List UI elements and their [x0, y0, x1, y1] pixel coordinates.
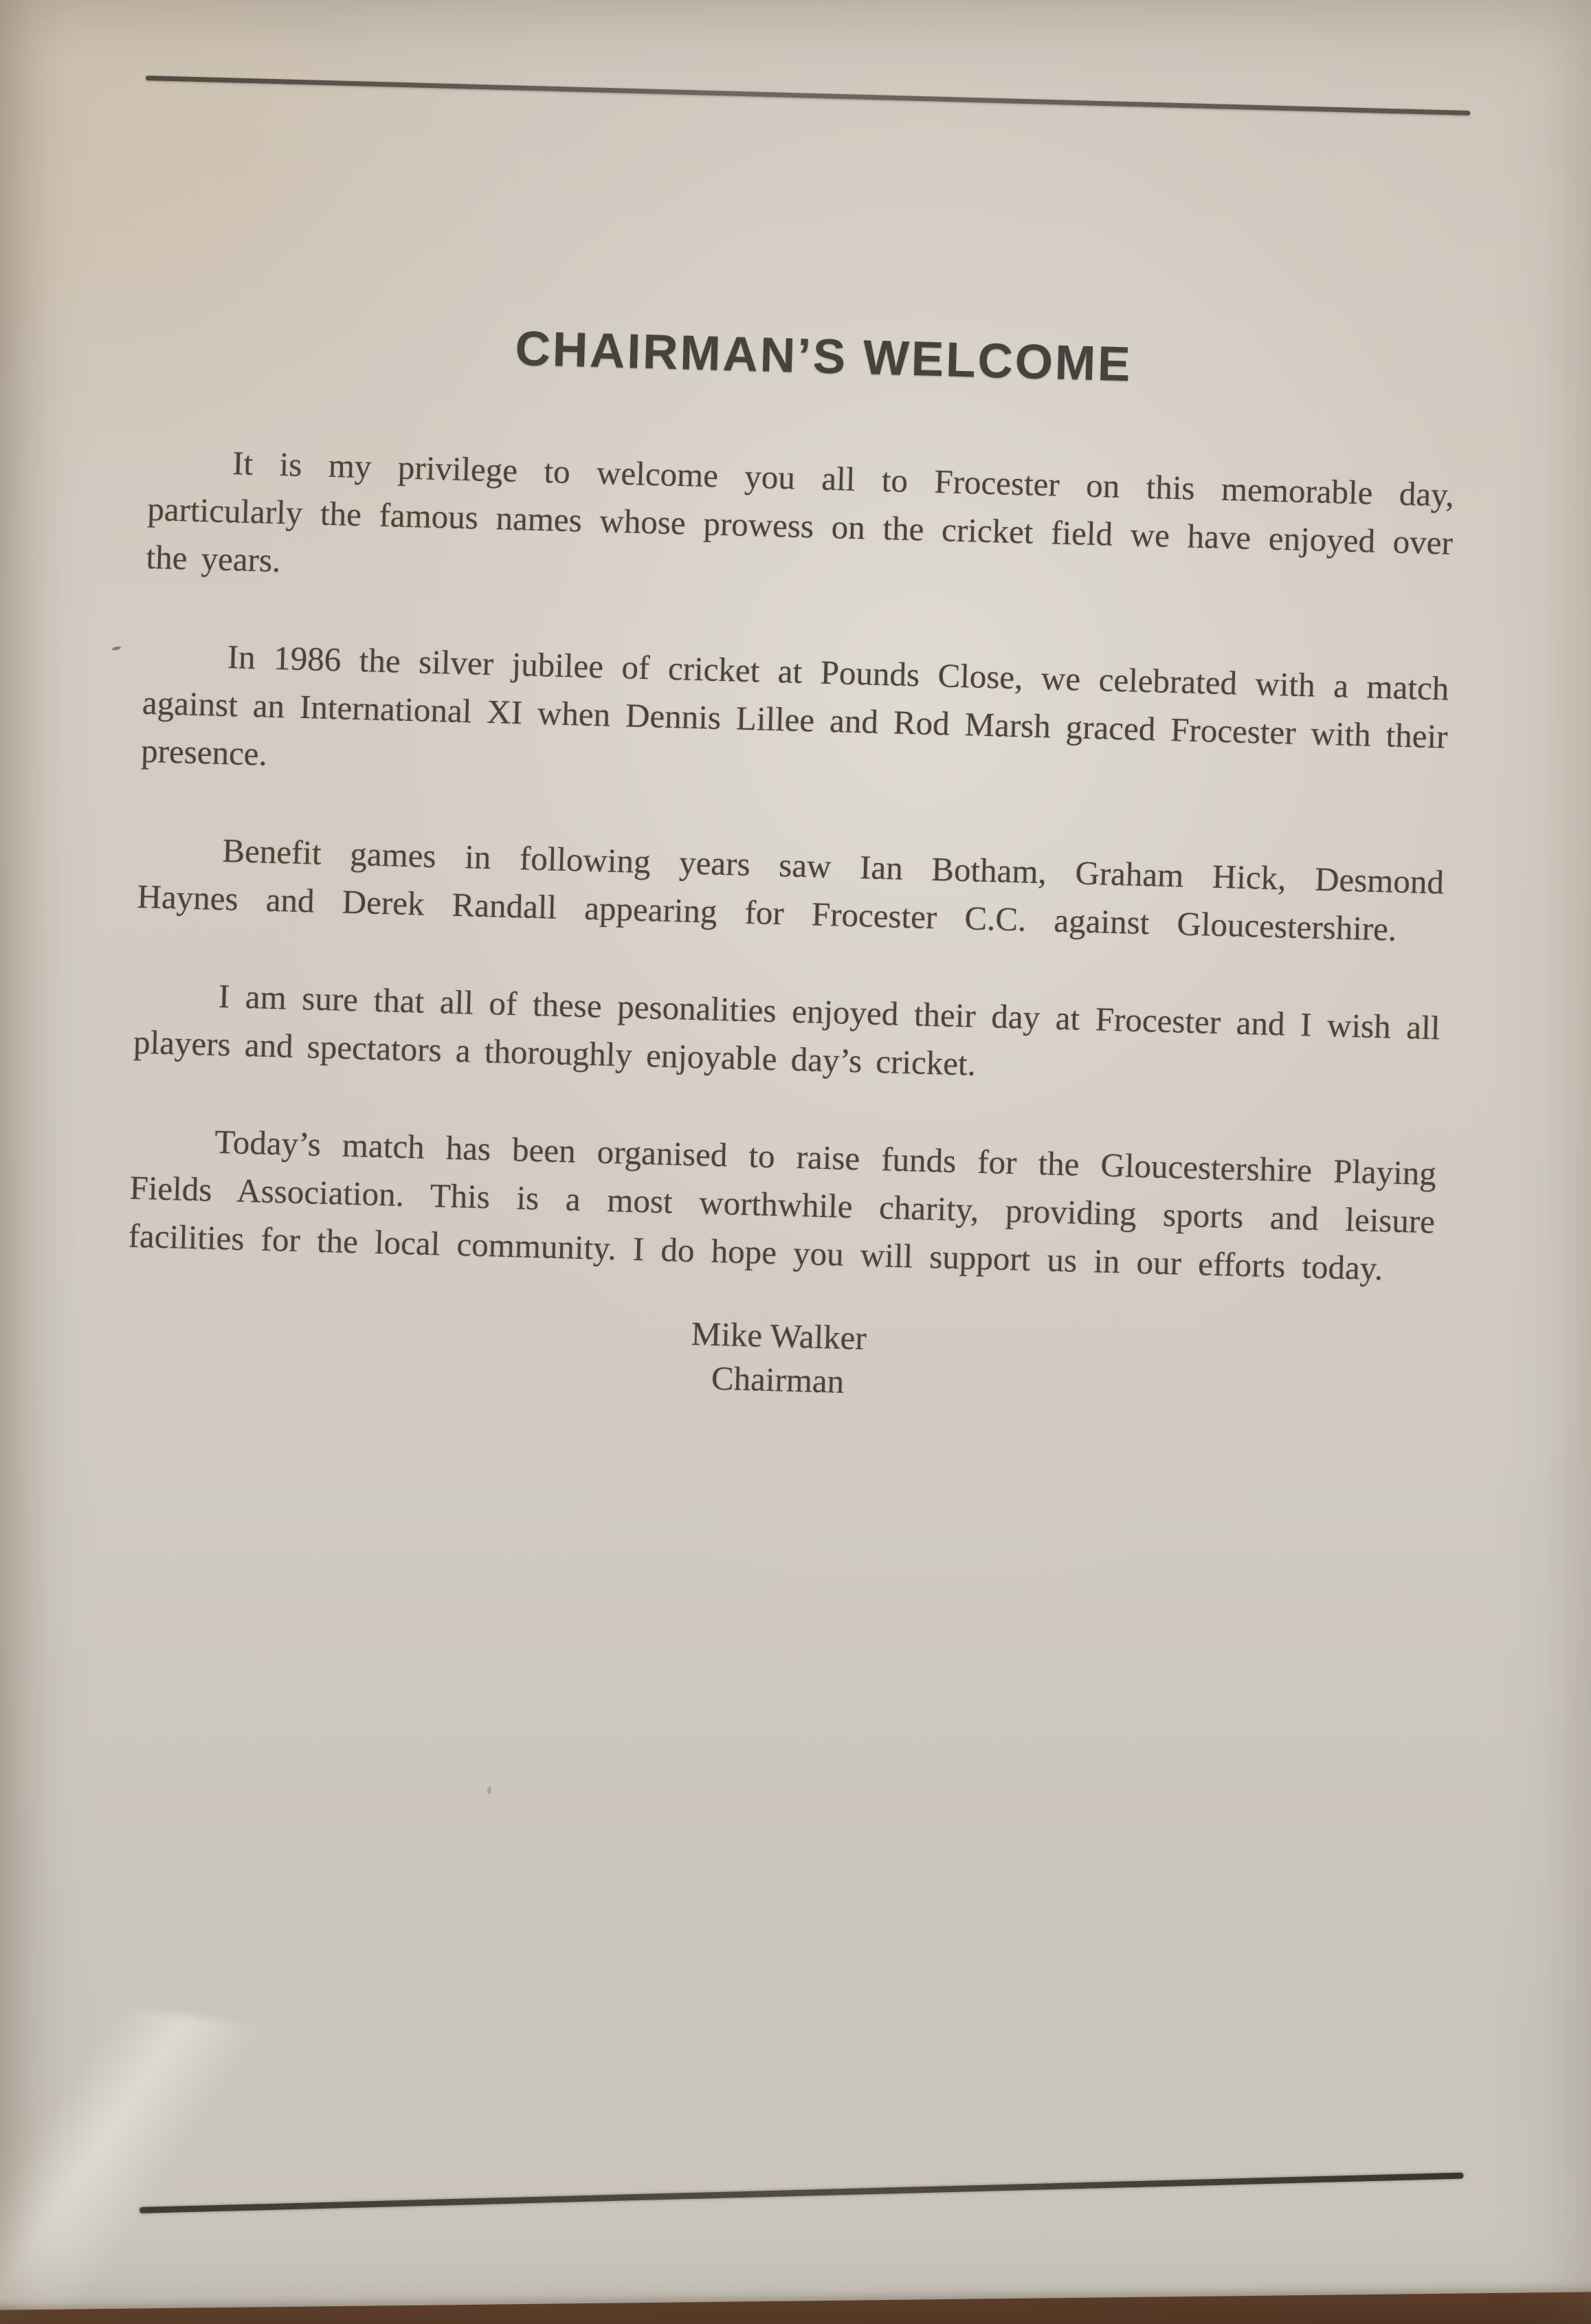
signature-block	[124, 1297, 1432, 1420]
bottom-rule	[140, 2173, 1464, 2213]
paper-speck	[487, 1787, 491, 1794]
signature-name: Mike Walker	[691, 1315, 867, 1357]
paragraph-jubilee: In 1986 the silver jubilee of cricket at Pounds Close, we celebrated with a match against an International XI when Dennis Lillee and Rod Marsh graced Frocester with their presence.	[140, 638, 1450, 773]
paper-speck	[112, 646, 122, 651]
paper-crease-highlight	[0, 1984, 298, 2324]
paragraph-welcome: It is my privilege to welcome you all to Frocester on this memorable day, particularly the famous names whose prowess on the cricket field we have enjoyed over the years.	[145, 444, 1455, 579]
page-title: CHAIRMAN’S WELCOME	[514, 321, 1133, 392]
paragraph-personalities: I am sure that all of these pesonalities enjoyed their day at Frocester and I wish all players and spectators a thoroughly enjoyable day’s cricket.	[133, 976, 1441, 1083]
page-content	[124, 312, 1458, 1419]
signature-role: Chairman	[711, 1359, 845, 1400]
table-surface	[0, 2291, 1591, 2324]
paragraph-charity: Today’s match has been organised to raise funds for the Gloucestershire Playing Fields Association. This is a most worthwhile charity, providing sports and leisure facilities for the local community. I do hope you will support us in our efforts today.	[128, 1122, 1437, 1288]
top-rule	[146, 76, 1471, 115]
paragraph-benefit-games: Benefit games in following years saw Ian Botham, Graham Hick, Desmond Haynes and Derek Randall appearing for Frocester C.C. against Gloucestershire.	[137, 831, 1445, 948]
